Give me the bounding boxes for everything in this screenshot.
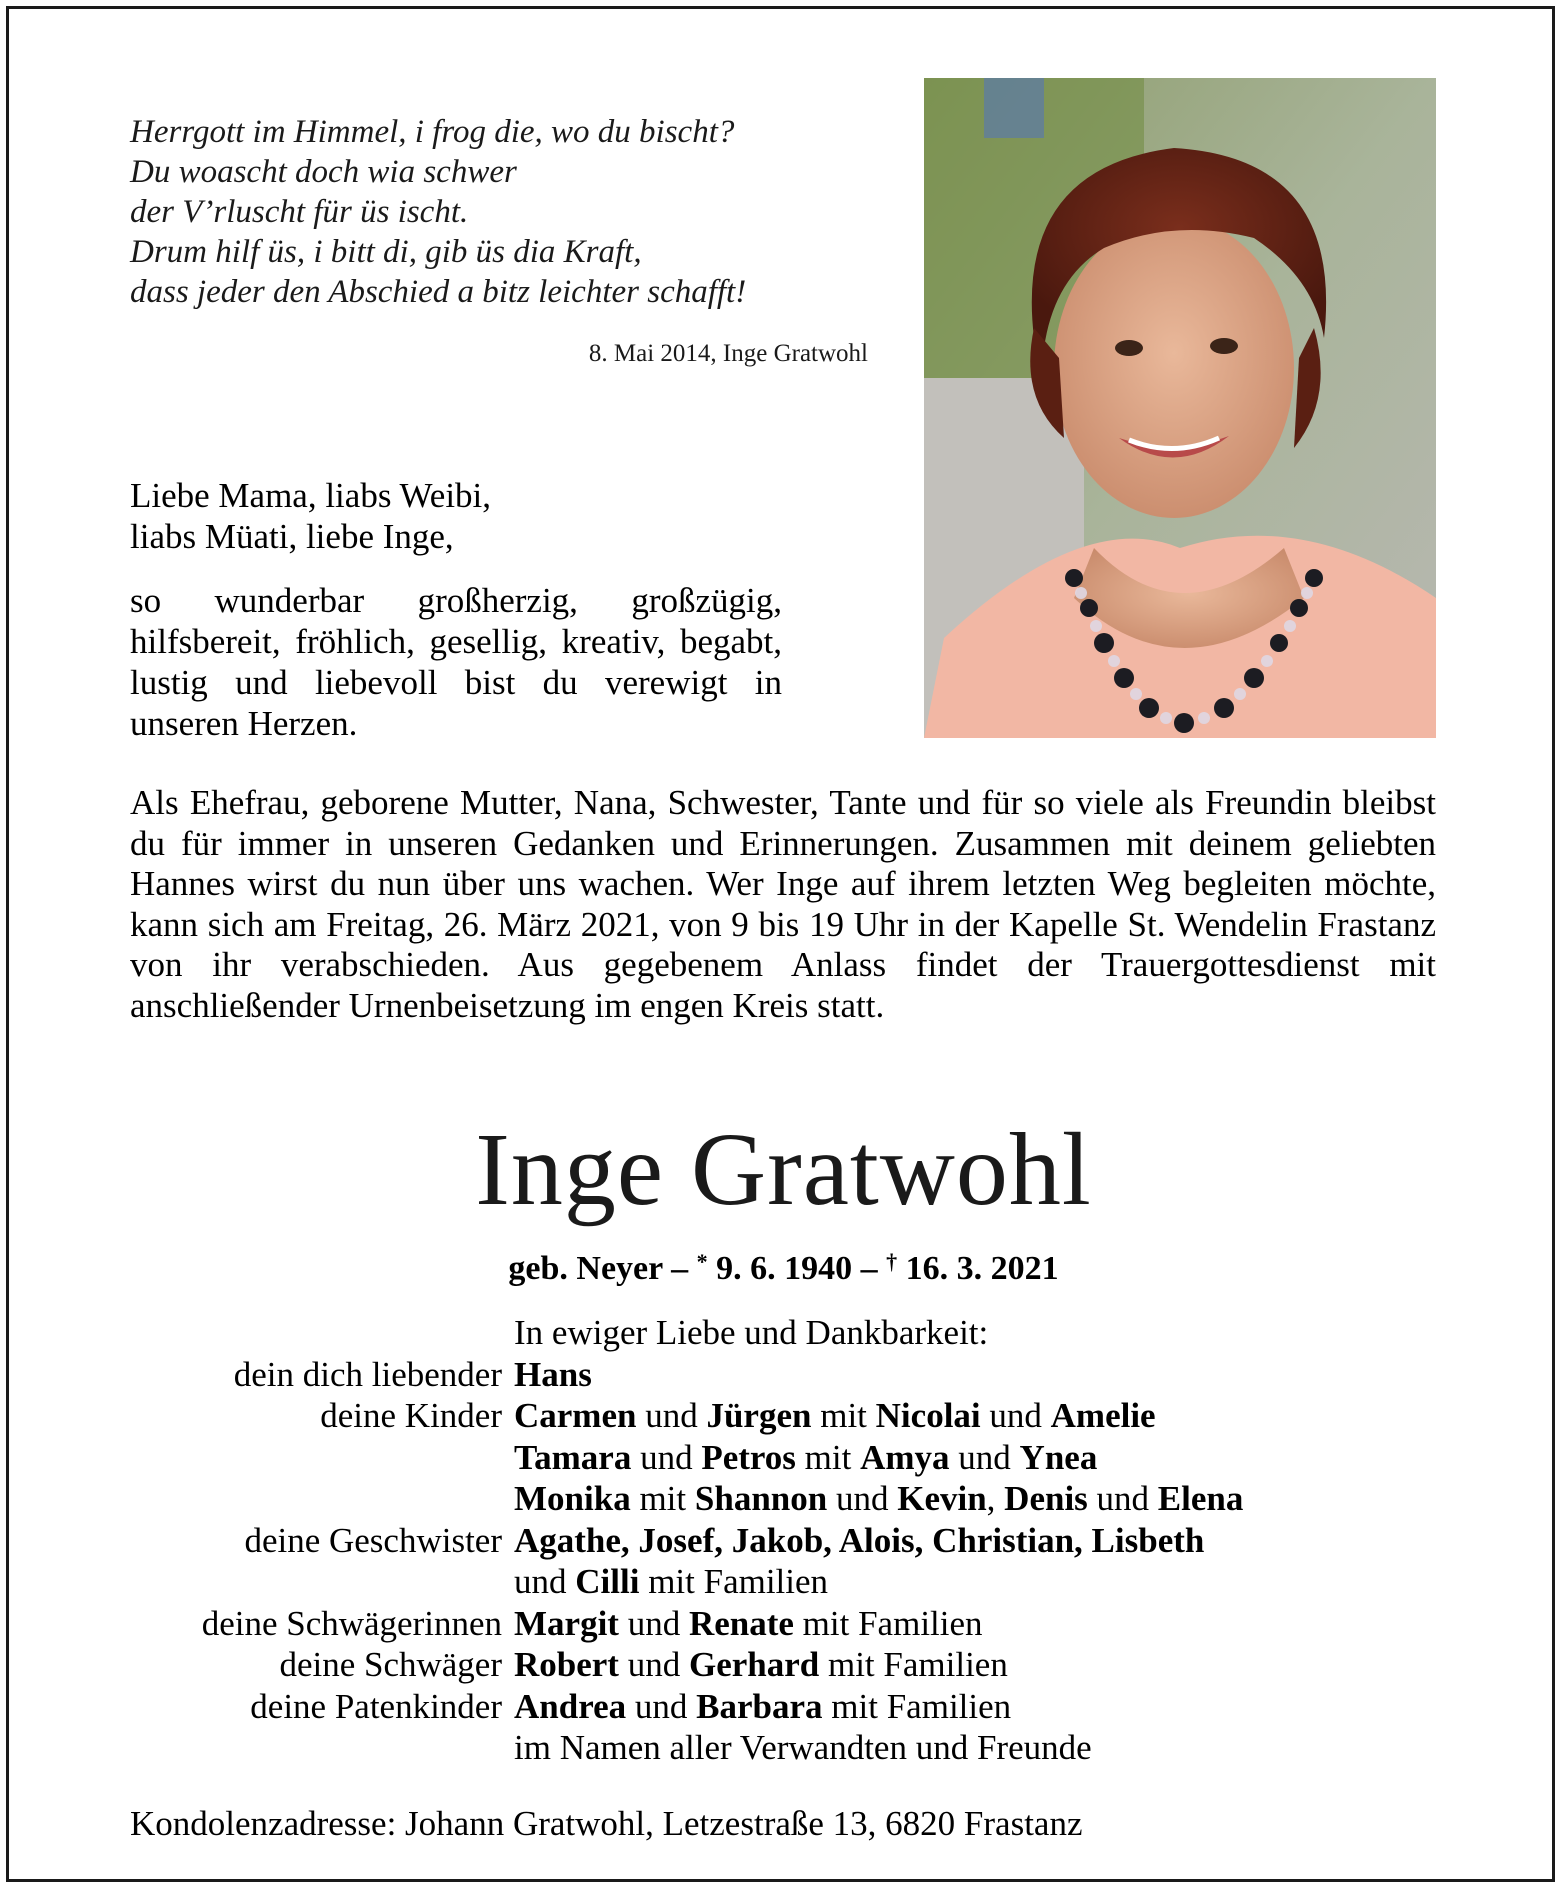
relative-name: Denis [1004, 1479, 1088, 1518]
relation-label [130, 1437, 514, 1479]
relative-name: Renate [688, 1603, 794, 1643]
relative-name: Amya [860, 1437, 950, 1477]
relative-name: Shannon [694, 1479, 828, 1518]
relation-label: deine Patenkinder [250, 1686, 502, 1726]
relation-label: deine Geschwister [244, 1520, 502, 1560]
relative-names [514, 1395, 1156, 1437]
poem-line: der V’rluscht für üs ischt. [130, 194, 469, 230]
relation-label: dein dich liebender [233, 1354, 502, 1394]
birth-date: 9. 6. 1940 [716, 1250, 853, 1287]
connector-text: und [631, 1437, 702, 1477]
connector-text: mit [795, 1437, 861, 1477]
condolence-address: Kondolenzadresse: Johann Gratwohl, Letzestraße 13, 6820 Frastanz [130, 1804, 1083, 1843]
connector-text: , [986, 1479, 1005, 1518]
family-row [130, 1478, 1450, 1520]
tribute-paragraph: so wunderbar großherzig, großzügig, hilfsbereit, fröhlich, gesellig, kreativ, begabt, lustig und liebevoll bist du verewigt in unseren Herzen. [130, 581, 782, 743]
relative-name: Margit [514, 1603, 619, 1643]
deceased-name: Inge Gratwohl [475, 1112, 1092, 1227]
family-row [130, 1520, 1450, 1562]
relative-name: Tamara [514, 1437, 632, 1477]
relative-name: Agathe, Josef, Jakob, Alois, Christian, Lisbeth [514, 1520, 1205, 1560]
family-row [130, 1644, 1450, 1686]
family-intro-row [130, 1312, 1450, 1354]
relative-name: Amelie [1050, 1396, 1156, 1435]
family-row [130, 1603, 1450, 1645]
connector-text: mit [630, 1479, 695, 1518]
greeting [130, 475, 830, 557]
relative-name: Kevin [897, 1479, 987, 1518]
relation-label: deine Kinder [320, 1396, 502, 1435]
greeting-line: Liebe Mama, liabs Weibi, [130, 476, 492, 515]
poem [130, 112, 890, 312]
connector-text: und [626, 1686, 697, 1726]
greeting-line: liabs Müati, liebe Inge, [130, 517, 454, 556]
family-intro: In ewiger Liebe und Dankbarkeit: [514, 1313, 989, 1352]
relative-names [514, 1644, 1008, 1686]
portrait-photo [924, 78, 1436, 738]
relative-name: Andrea [514, 1686, 627, 1726]
connector-text: und [618, 1603, 689, 1643]
dash: – [671, 1250, 689, 1287]
relative-name: Cilli [575, 1562, 640, 1601]
family-rows [130, 1354, 1450, 1728]
death-symbol: † [886, 1249, 898, 1274]
relative-names [514, 1520, 1204, 1562]
relative-names [514, 1561, 828, 1603]
family-row [130, 1437, 1450, 1479]
relative-name: Nicolai [875, 1396, 981, 1435]
connector-text: und [827, 1479, 898, 1518]
relation-label [130, 1561, 514, 1603]
relation-label: deine Schwägerinnen [201, 1603, 502, 1643]
family-row [130, 1561, 1450, 1603]
relative-name: Hans [514, 1354, 592, 1394]
connector-text: mit [811, 1396, 876, 1435]
life-dates [0, 1240, 1567, 1291]
relative-names [514, 1354, 592, 1396]
connector-text: und [1087, 1479, 1158, 1518]
relative-name: Robert [514, 1645, 619, 1684]
relative-name: Ynea [1019, 1437, 1098, 1477]
poem-line: Du woascht doch wia schwer [130, 154, 517, 190]
dash: – [860, 1250, 878, 1287]
birth-symbol: * [696, 1249, 708, 1274]
connector-text: mit Familien [819, 1645, 1008, 1684]
relation-label: deine Schwäger [279, 1645, 502, 1684]
family-row [130, 1395, 1450, 1437]
family-closing-row [130, 1727, 1450, 1769]
death-date: 16. 3. 2021 [905, 1250, 1059, 1287]
relation-label [130, 1478, 514, 1520]
poem-citation: 8. Mai 2014, Inge Gratwohl [588, 340, 868, 367]
poem-line: Drum hilf üs, i bitt di, gib üs dia Kraft, [130, 234, 642, 270]
maiden-name: geb. Neyer [508, 1250, 663, 1287]
funeral-notice-paragraph: Als Ehefrau, geborene Mutter, Nana, Schwester, Tante und für so viele als Freundin bleibst du für immer in unseren Gedanken und Erinnerungen. Zusammen mit deinem geliebten Hannes wirst du nun über uns wachen. Wer Inge auf ihrem letzten Weg begleiten möchte, kann sich am Freitag, 26. März 2021, von 9 bis 19 Uhr in der Kapelle St. Wendelin Frastanz von ihr verabschieden. Aus gegebenem Anlass findet der Trauergottesdienst mit anschließender Urnenbeisetzung im engen Kreis statt. [130, 783, 1436, 1025]
relative-name: Monika [514, 1479, 631, 1518]
relative-names [514, 1603, 983, 1645]
connector-text: mit Familien [639, 1562, 829, 1601]
poem-line: dass jeder den Abschied a bitz leichter schafft! [130, 274, 747, 310]
relative-names [514, 1686, 1011, 1728]
relative-names [514, 1437, 1097, 1479]
connector-text: und [636, 1396, 707, 1435]
connector-text: und [618, 1645, 689, 1684]
relative-name: Carmen [514, 1396, 637, 1435]
portrait-illustration [924, 78, 1436, 738]
connector-text: und [949, 1437, 1020, 1477]
connector-text: und [514, 1562, 576, 1601]
connector-text: und [980, 1396, 1051, 1435]
family-row [130, 1686, 1450, 1728]
family-list [130, 1312, 1450, 1769]
connector-text: mit Familien [822, 1686, 1012, 1726]
relative-name: Petros [701, 1437, 796, 1477]
relative-name: Jürgen [706, 1396, 812, 1435]
connector-text: mit Familien [793, 1603, 983, 1643]
relative-name: Barbara [696, 1686, 823, 1726]
family-closing: im Namen aller Verwandten und Freunde [514, 1728, 1092, 1767]
relative-name: Gerhard [688, 1645, 820, 1684]
poem-line: Herrgott im Himmel, i frog die, wo du bischt? [130, 114, 735, 150]
family-row [130, 1354, 1450, 1396]
relative-names [514, 1478, 1243, 1520]
relative-name: Elena [1157, 1479, 1244, 1518]
